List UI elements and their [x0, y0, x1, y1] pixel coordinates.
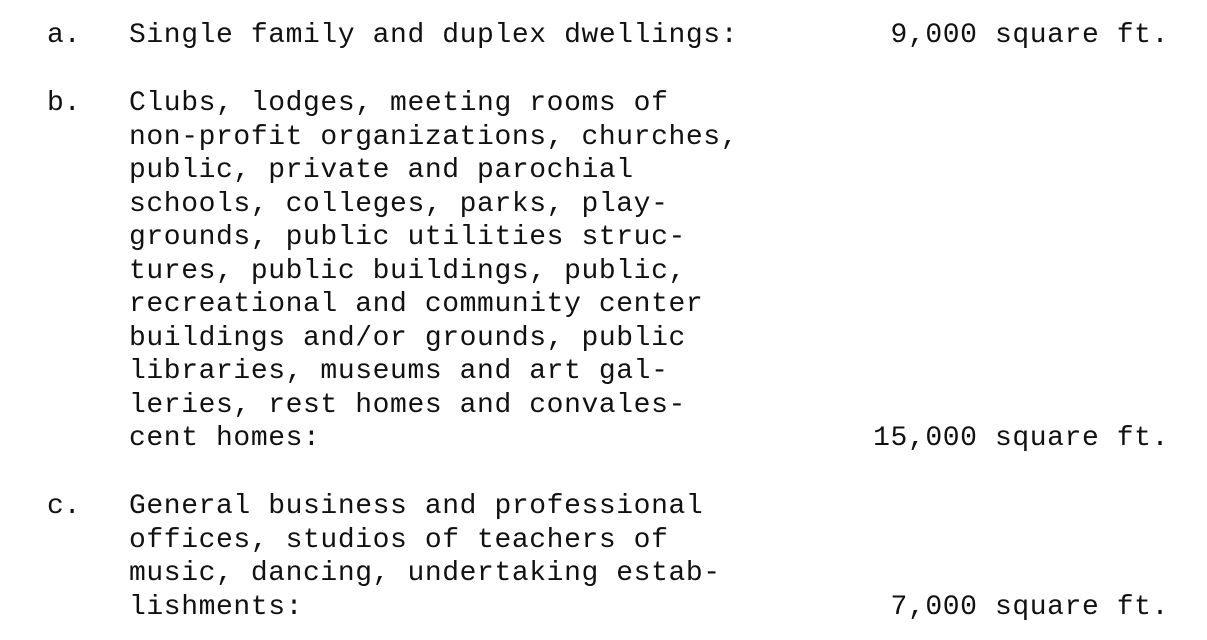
- description-line: grounds, public utilities struc-: [129, 222, 686, 253]
- description-line: Single family and duplex dwellings:: [129, 20, 739, 51]
- minimum-area: 15,000 square ft.: [873, 423, 1169, 454]
- description-line: General business and professional: [129, 491, 704, 522]
- entry-description: [129, 87, 829, 456]
- minimum-area: 9,000 square ft.: [890, 20, 1169, 51]
- entry-letter: b.: [47, 88, 81, 119]
- description-line: public, private and parochial: [129, 155, 634, 186]
- entry-letter: a.: [47, 20, 81, 51]
- description-line: music, dancing, undertaking estab-: [129, 558, 721, 589]
- description-line: Clubs, lodges, meeting rooms of: [129, 88, 669, 119]
- description-line: lishments:: [129, 591, 304, 623]
- description-line: leries, rest homes and convales-: [129, 389, 686, 421]
- entry-description: [129, 19, 829, 53]
- description-line: tures, public buildings, public,: [129, 255, 686, 287]
- description-line: offices, studios of teachers of: [129, 524, 669, 556]
- entry-letter: c.: [47, 491, 81, 522]
- minimum-area: 7,000 square ft.: [890, 591, 1169, 623]
- description-line: buildings and/or grounds, public: [129, 322, 686, 354]
- description-line: cent homes:: [129, 423, 321, 454]
- description-line: non-profit organizations, churches,: [129, 121, 739, 153]
- description-line: schools, colleges, parks, play-: [129, 188, 669, 220]
- entry-description: [129, 490, 829, 624]
- description-line: recreational and community center: [129, 289, 704, 320]
- description-line: libraries, museums and art gal-: [129, 356, 669, 387]
